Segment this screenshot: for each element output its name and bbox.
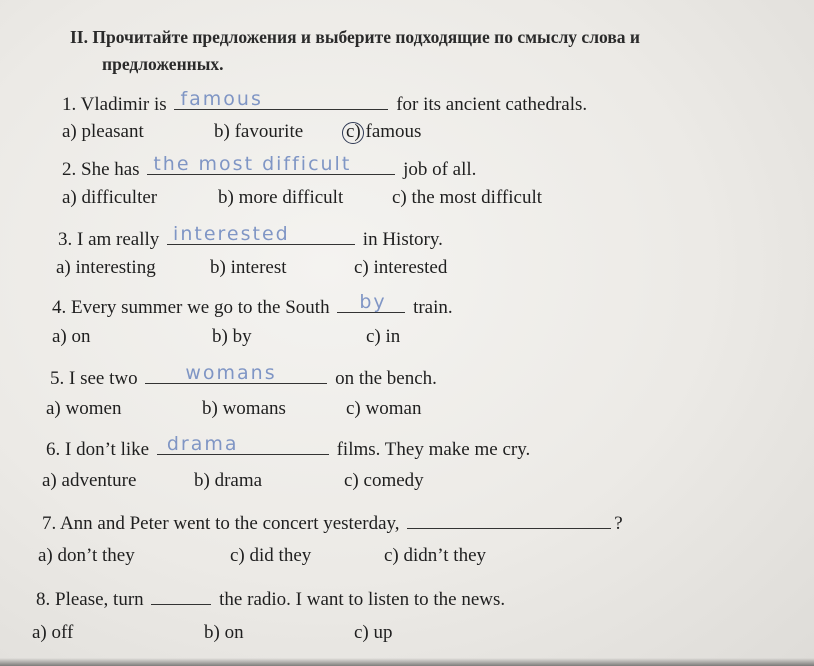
option-7c: c) didn’t they — [384, 545, 487, 566]
answer-blank-2[interactable] — [147, 154, 395, 175]
question-4-end: train. — [413, 297, 453, 318]
option-6a: a) adventure — [42, 470, 137, 491]
question-3-text: 3. I am really — [58, 229, 160, 250]
heading-line-2: предложенных. — [102, 54, 224, 74]
option-5b: b) womans — [202, 398, 286, 419]
heading-line-1: II. Прочитайте предложения и выберите подходящие по смыслу слова и — [70, 27, 640, 47]
answer-blank-1[interactable] — [174, 89, 388, 110]
question-5-end: on the bench. — [335, 368, 437, 389]
question-1 — [62, 89, 587, 116]
question-7-text: 7. Ann and Peter went to the concert yesterday, — [42, 513, 400, 534]
answer-blank-8[interactable] — [151, 584, 211, 605]
option-2b: b) more difficult — [218, 187, 344, 208]
option-6c: c) comedy — [344, 470, 424, 491]
option-2c: c) the most difficult — [392, 187, 543, 208]
handwritten-answer-2: the most difficult — [153, 153, 352, 175]
question-4 — [52, 292, 453, 319]
option-8a: a) off — [32, 622, 74, 643]
question-3 — [58, 224, 443, 251]
question-1-end: for its ancient cathedrals. — [396, 94, 588, 115]
exercise-heading — [70, 24, 810, 78]
question-8 — [36, 584, 505, 611]
question-7 — [42, 508, 623, 535]
question-6 — [46, 434, 530, 461]
option-1a: a) pleasant — [62, 121, 144, 142]
question-5-text: 5. I see two — [50, 368, 138, 389]
handwritten-answer-1: famous — [180, 88, 263, 110]
question-6-end: films. They make me cry. — [336, 439, 531, 460]
answer-blank-3[interactable] — [167, 224, 355, 245]
answer-blank-5[interactable] — [145, 363, 327, 384]
option-8b: b) on — [204, 622, 244, 643]
page-edge-shadow — [0, 658, 814, 666]
option-7a: a) don’t they — [38, 545, 135, 566]
question-7-end: ? — [614, 513, 623, 534]
option-3c: c) interested — [354, 257, 448, 278]
handwritten-answer-6: drama — [166, 433, 239, 455]
handwritten-answer-5: womans — [185, 362, 277, 384]
option-2a: a) difficulter — [62, 187, 158, 208]
question-2 — [62, 154, 476, 181]
option-5c: c) woman — [346, 398, 422, 419]
option-6b: b) drama — [194, 470, 263, 491]
question-6-text: 6. I don’t like — [46, 439, 150, 460]
answer-blank-7[interactable] — [407, 508, 611, 529]
question-5 — [50, 363, 437, 390]
option-3a: a) interesting — [56, 257, 156, 278]
answer-blank-4[interactable] — [337, 292, 405, 313]
question-4-text: 4. Every summer we go to the South — [52, 297, 330, 318]
question-2-text: 2. She has — [62, 159, 140, 180]
handwritten-answer-4: by — [359, 291, 387, 313]
option-5a: a) women — [46, 398, 122, 419]
option-7b: c) did they — [230, 545, 312, 566]
question-2-end: job of all. — [403, 159, 477, 180]
question-8-text: 8. Please, turn — [36, 589, 144, 610]
option-4b: b) by — [212, 326, 252, 347]
question-8-end: the radio. I want to listen to the news. — [219, 589, 506, 610]
option-1c: c) famous — [346, 121, 421, 143]
option-4a: a) on — [52, 326, 91, 347]
option-1b: b) favourite — [214, 121, 304, 142]
answer-blank-6[interactable] — [157, 434, 329, 455]
option-8c: c) up — [354, 622, 393, 643]
question-3-end: in History. — [362, 229, 443, 250]
option-3b: b) interest — [210, 257, 287, 278]
answer-circle — [342, 122, 364, 144]
question-1-text: 1. Vladimir is — [62, 94, 167, 115]
option-4c: c) in — [366, 326, 401, 347]
handwritten-answer-3: interested — [173, 223, 290, 245]
